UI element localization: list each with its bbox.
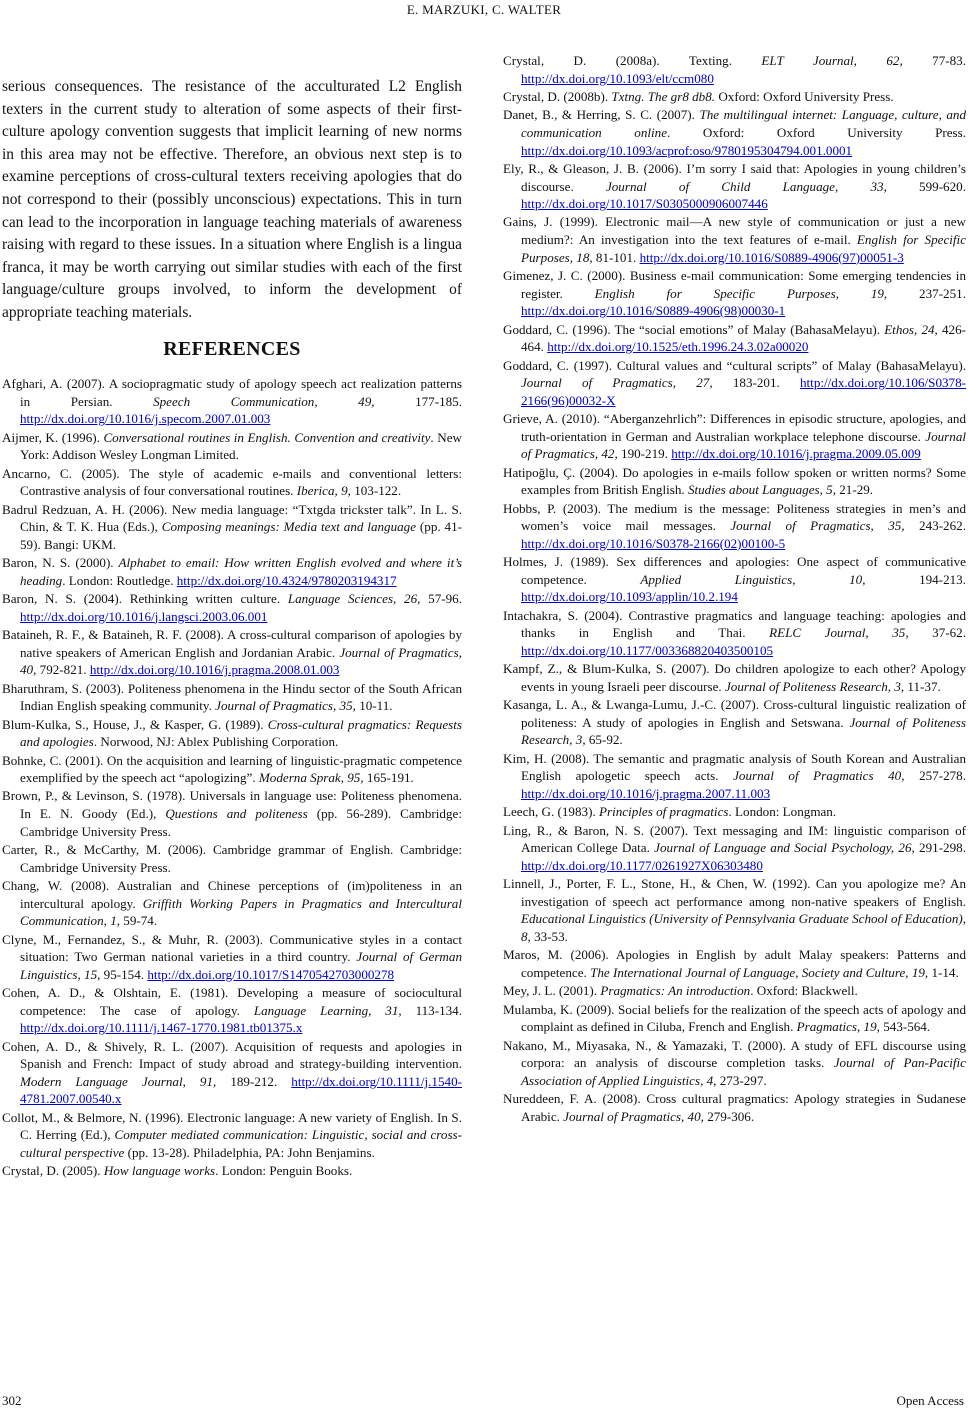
reference-text: Crystal, D. (2005).	[2, 1163, 104, 1179]
reference-entry	[2, 752, 462, 787]
reference-text: 165-191.	[363, 770, 414, 786]
reference-text: (pp. 13-28). Philadelphia, PA: John Benjamins.	[124, 1144, 375, 1160]
reference-text: Maros, M. (2006). Apologies in English by adult Malay speakers: Patterns and competence.	[503, 947, 966, 980]
reference-text: 190-219.	[617, 446, 672, 462]
doi-link[interactable]: http://dx.doi.org/10.1111/j.1467-1770.1981.tb01375.x	[20, 1020, 303, 1036]
reference-source-title: Moderna Sprak, 95,	[258, 770, 364, 786]
reference-entry	[503, 875, 966, 945]
reference-source-title: How language works	[103, 1163, 216, 1179]
doi-link[interactable]: http://dx.doi.org/10.1016/S0889-4906(98)00030-1	[521, 303, 786, 319]
doi-link[interactable]: http://dx.doi.org/10.1093/elt/ccm080	[521, 70, 714, 86]
reference-entry	[2, 1162, 462, 1180]
reference-text: Ancarno, C. (2005). The style of academic e-mails and conventional letters: Contrastive analysis of four conversational routines.	[2, 465, 462, 499]
doi-link[interactable]: http://dx.doi.org/10.1177/003368820403500105	[521, 642, 774, 658]
reference-text: Hatipoğlu, Ç. (2004). Do apologies in e-mails follow spoken or written norms? Some examples from British English.	[503, 464, 966, 498]
doi-link[interactable]: http://dx.doi.org/10.1111/j.1540-4781.2007.00540.x	[20, 1073, 462, 1107]
reference-text: Brown, P., & Levinson, S. (1978). Universals in language use: Politeness phenomena. In E. N. Goody (Ed.),	[2, 788, 462, 822]
reference-text: . Norwood, NJ: Ablex Publishing Corporation.	[93, 734, 339, 750]
reference-text: Collot, M., & Belmore, N. (1996). Electronic language: A new variety of English. In S. C. Herring (Ed.),	[2, 1109, 462, 1143]
reference-text: Carter, R., & McCarthy, M. (2006). Cambridge grammar of English. Cambridge: Cambridge University Press.	[2, 842, 462, 875]
reference-text: Kim, H. (2008). The semantic and pragmatic analysis of South Korean and Australian English apologetic speech acts.	[503, 750, 966, 784]
reference-text: . Oxford: Blackwell.	[750, 983, 858, 999]
reference-source-title: Alphabet to email: How written English evolved and where it’s heading	[20, 555, 462, 588]
reference-text: Kasanga, L. A., & Lwanga-Lumu, J.-C. (2007). Cross-cultural linguistic realization of politeness: A study of apologies in English and Setswana.	[503, 697, 966, 730]
doi-link[interactable]: http://dx.doi.org/10.1016/j.langsci.2003.06.001	[20, 608, 268, 624]
reference-entry	[2, 1038, 462, 1108]
reference-text: Bohnke, C. (2001). On the acquisition and learning of linguistic-pragmatic competence exemplified by the speech act “apologizing”.	[2, 752, 462, 786]
reference-text: Afghari, A. (2007). A sociopragmatic study of apology speech act realization patterns in Persian.	[2, 376, 462, 409]
reference-text: Baron, N. S. (2004). Rethinking written culture.	[2, 591, 288, 607]
references-heading: REFERENCES	[163, 338, 301, 360]
reference-entry	[503, 500, 966, 553]
reference-text: 33-53.	[530, 928, 568, 944]
reference-text: 59-74.	[120, 913, 158, 929]
reference-entry	[503, 607, 966, 660]
reference-entry	[503, 1037, 966, 1090]
reference-text: Cohen, A. D., & Olshtain, E. (1981). Developing a measure of sociocultural competence: The case of apology.	[2, 985, 462, 1018]
reference-text: 599-620.	[886, 178, 966, 194]
doi-link[interactable]: http://dx.doi.org/10.1525/eth.1996.24.3.02a00020	[547, 339, 809, 355]
reference-source-title: Conversational routines in English. Convention and creativity	[103, 429, 431, 445]
reference-entry	[2, 680, 462, 715]
reference-text: Leech, G. (1983).	[503, 804, 599, 820]
page-number: 302	[2, 1393, 22, 1408]
reference-source-title: The multilingual internet: Language, culture, and communication online	[521, 107, 967, 140]
reference-text: 279-306.	[703, 1108, 755, 1124]
reference-source-title: Computer mediated communication: Linguistic, social and cross-cultural perspective	[20, 1127, 462, 1160]
reference-text: Mey, J. L. (2001).	[503, 983, 601, 999]
reference-text: Nureddeen, F. A. (2008). Cross cultural pragmatics: Apology strategies in Sudanese Arabic.	[503, 1091, 966, 1124]
reference-source-title: Journal of Child Language, 33,	[605, 178, 887, 194]
reference-text: 243-262.	[904, 518, 966, 534]
reference-entry	[503, 803, 966, 821]
reference-source-title: Language Sciences, 26,	[287, 591, 421, 607]
reference-source-title: Journal of Pragmatics, 35,	[730, 518, 905, 534]
reference-source-title: Txtng. The gr8 db8.	[611, 88, 716, 104]
reference-source-title: Journal of Language and Social Psychology, 26,	[654, 840, 915, 856]
reference-text: Kampf, Z., & Blum-Kulka, S. (2007). Do children apologize to each other? Apology events in young Israeli peer discourse.	[503, 661, 966, 694]
reference-source-title: Educational Linguistics (University of Pennsylvania Graduate School of Education), 8,	[521, 911, 966, 944]
reference-entry	[503, 213, 966, 266]
reference-text: . New York: Addison Wesley Longman Limited.	[20, 429, 462, 463]
reference-source-title: Modern Language Journal, 91,	[20, 1073, 217, 1089]
reference-source-title: Journal of Politeness Research, 3,	[724, 678, 905, 694]
reference-source-title: Journal of Pan-Pacific Association of Applied Linguistics, 4,	[521, 1055, 966, 1088]
reference-source-title: ELT Journal, 62,	[761, 53, 903, 68]
reference-text: 95-154.	[100, 966, 148, 982]
reference-text: (pp. 56-289). Cambridge: Cambridge University Press.	[20, 806, 462, 839]
reference-source-title: Ethos, 24,	[884, 321, 938, 337]
reference-text: 183-201.	[712, 375, 800, 391]
reference-entry	[2, 590, 462, 625]
reference-source-title: English for Specific Purposes, 19,	[594, 285, 888, 301]
reference-entry	[503, 660, 966, 695]
reference-source-title: Journal of Pragmatics, 40,	[20, 644, 462, 678]
doi-link[interactable]: http://dx.doi.org/10.1016/S0378-2166(02)00100-5	[521, 535, 786, 551]
reference-entry	[503, 696, 966, 749]
reference-text: Ely, R., & Gleason, J. B. (2006). I’m sorry I said that: Apologies in young children’s discourse.	[503, 160, 966, 194]
open-access-label: Open Access	[896, 1393, 964, 1408]
reference-text: Intachakra, S. (2004). Contrastive pragmatics and language teaching: apologies and thanks in English and Thai.	[503, 607, 966, 641]
reference-source-title: Pragmatics, 19,	[796, 1019, 880, 1035]
references-left-column	[2, 375, 462, 1181]
reference-text: Oxford: Oxford University Press.	[715, 88, 894, 104]
reference-source-title: Principles of pragmatics	[599, 804, 729, 820]
reference-source-title: Journal of Pragmatics, 40,	[563, 1108, 704, 1124]
doi-link[interactable]: http://dx.doi.org/10.1016/j.pragma.2008.01.003	[89, 662, 340, 678]
reference-text: Clyne, M., Fernandez, S., & Muhr, R. (2003). Communicative styles in a contact situation: Two German national varieties in a third country.	[2, 931, 462, 965]
reference-text: Crystal, D. (2008a). Texting.	[503, 53, 762, 68]
reference-text: Grieve, A. (2010). “Aberganzehrlich”: Differences in episodic structure, apologies, and truth-orientation in German and Australian workplace telephone discourse.	[503, 411, 966, 444]
reference-text: 237-251.	[887, 285, 966, 301]
reference-source-title: Journal of Pragmatics, 42,	[521, 428, 966, 462]
reference-entry	[2, 501, 462, 554]
reference-entry	[2, 787, 462, 840]
reference-source-title: Language Learning, 31,	[253, 1002, 402, 1018]
reference-text: 113-134.	[401, 1002, 463, 1018]
reference-entry	[503, 88, 966, 106]
reference-text: . London: Routledge.	[62, 572, 177, 588]
reference-text: Gimenez, J. C. (2000). Business e-mail communication: Some emerging tendencies in register.	[503, 268, 966, 301]
reference-source-title: Iberica, 9,	[296, 483, 351, 499]
reference-entry	[2, 429, 462, 464]
doi-link[interactable]: http://dx.doi.org/10.1017/S1470542703000278	[147, 966, 395, 982]
reference-entry	[503, 946, 966, 981]
reference-entry	[503, 357, 966, 410]
reference-text: Danet, B., & Herring, S. C. (2007).	[503, 107, 700, 123]
references-right-column	[503, 52, 966, 1126]
reference-entry	[503, 1090, 966, 1125]
running-header: E. MARZUKI, C. WALTER	[406, 2, 562, 17]
reference-source-title: Cross-cultural pragmatics: Requests and apologies	[20, 716, 462, 750]
reference-text: 103-122.	[350, 483, 402, 499]
reference-text: Cohen, A. D., & Shively, R. L. (2007). Acquisition of requests and apologies in Spanish and French: Impact of study abroad and strategy-building intervention.	[2, 1038, 462, 1072]
reference-text: 543-564.	[879, 1019, 931, 1035]
reference-source-title: Journal of Politeness Research, 3,	[521, 714, 966, 748]
reference-text: Aijmer, K. (1996).	[2, 429, 104, 445]
reference-text: Mulamba, K. (2009). Social beliefs for the realization of the speech acts of apology and complaint as defined in Ciluba, French and English.	[503, 1001, 966, 1035]
reference-text: 11-37.	[904, 678, 941, 694]
reference-entry	[503, 160, 966, 213]
reference-text: 81-101.	[592, 249, 640, 265]
reference-text: Ling, R., & Baron, N. S. (2007). Text messaging and IM: linguistic comparison of American College Data.	[503, 822, 966, 856]
reference-text: 194-213.	[865, 571, 966, 587]
reference-entry	[503, 750, 966, 803]
reference-text: 21-29.	[835, 482, 874, 498]
reference-entry	[503, 410, 966, 463]
reference-source-title: Pragmatics: An introduction	[600, 983, 751, 999]
reference-source-title: Speech Communication, 49,	[153, 393, 375, 409]
doi-link[interactable]: http://dx.doi.org/10.1177/0261927X06303480	[521, 857, 763, 873]
doi-link[interactable]: http://dx.doi.org/10.1016/S0889-4906(97)00051-3	[639, 249, 904, 265]
reference-text: 291-298.	[914, 840, 966, 856]
doi-link[interactable]: http://dx.doi.org/10.1016/j.pragma.2009.05.009	[671, 446, 921, 462]
reference-source-title: Questions and politeness	[165, 806, 308, 822]
reference-entry	[2, 984, 462, 1037]
reference-text: 77-83.	[902, 53, 966, 68]
reference-entry	[2, 375, 462, 428]
reference-text: Goddard, C. (1997). Cultural values and “cultural scripts” of Malay (BahasaMelayu).	[503, 357, 966, 373]
doi-link[interactable]: http://dx.doi.org/10.1016/j.pragma.2007.11.003	[521, 785, 771, 801]
reference-text: 257-278.	[904, 768, 966, 784]
reference-text: . Oxford: Oxford University Press.	[667, 124, 967, 140]
reference-text: 57-96.	[420, 591, 462, 607]
reference-text: Crystal, D. (2008b).	[503, 88, 612, 104]
reference-source-title: RELC Journal, 35,	[769, 625, 909, 641]
reference-text: Badrul Redzuan, A. H. (2006). New media language: “Txtgda trickster talk”. In L. S. Chin, & T. K. Hua (Eds.),	[2, 501, 462, 535]
reference-text: Chang, W. (2008). Australian and Chinese perceptions of (im)politeness in an intercultural apology.	[2, 878, 462, 911]
reference-text: Gains, J. (1999). Electronic mail—A new style of communication or just a new medium?: An investigation into the text features of e-mail.	[503, 214, 966, 248]
reference-text: Nakano, M., Miyasaka, N., & Yamazaki, T. (2000). A study of EFL discourse using corpora: an analysis of discourse completion tasks.	[503, 1037, 966, 1071]
reference-entry	[2, 716, 462, 751]
reference-entry	[2, 877, 462, 930]
reference-entry	[503, 822, 966, 875]
reference-entry	[2, 1109, 462, 1162]
reference-entry	[503, 52, 966, 87]
reference-entry	[2, 841, 462, 876]
reference-text: 189-212.	[216, 1073, 292, 1089]
reference-entry	[2, 554, 462, 589]
reference-text: Bharuthram, S. (2003). Politeness phenomena in the Hindu sector of the South African Indian English speaking community.	[2, 680, 462, 714]
reference-entry	[503, 982, 966, 1000]
doi-link[interactable]: http://dx.doi.org/10.1017/S0305000906007446	[521, 196, 768, 212]
doi-link[interactable]: http://dx.doi.org/10.1016/j.specom.2007.01.003	[20, 411, 271, 427]
reference-source-title: Studies about Languages, 5,	[687, 482, 836, 498]
reference-source-title: Journal of Pragmatics, 27,	[521, 375, 713, 391]
reference-text: (pp. 41-59). Bangi: UKM.	[20, 519, 462, 552]
reference-entry	[2, 931, 462, 984]
reference-text: Goddard, C. (1996). The “social emotions” of Malay (BahasaMelayu).	[503, 321, 885, 337]
reference-source-title: Composing meanings: Media text and language	[161, 519, 417, 535]
reference-entry	[503, 267, 966, 320]
reference-source-title: Griffith Working Papers in Pragmatics and Intercultural Communication, 1,	[20, 895, 462, 929]
reference-text: 273-297.	[716, 1072, 767, 1088]
doi-link[interactable]: http://dx.doi.org/10.106/S0378-2166(96)00032-X	[521, 375, 966, 408]
doi-link[interactable]: http://dx.doi.org/10.1093/acprof:oso/9780195304794.001.0001	[521, 142, 853, 158]
reference-source-title: The International Journal of Language, Society and Culture, 19,	[590, 964, 929, 980]
reference-entry	[503, 321, 966, 356]
reference-text: Bataineh, R. F., & Bataineh, R. F. (2008). A cross-cultural comparison of apologies by native speakers of American English and Jordanian Arabic.	[2, 627, 462, 660]
reference-text: 10-11.	[355, 698, 393, 714]
reference-entry	[503, 1001, 966, 1036]
reference-entry	[2, 626, 462, 679]
reference-source-title: Journal of Pragmatics, 35,	[215, 698, 356, 714]
body-paragraph: serious consequences. The resistance of the acculturated L2 English texters in the current study to alteration of some aspects of their first-culture apology convention suggests that implicit learning of new norms in this area may not be effective. Therefore, an obvious next step is to examine perceptions of cross-cultural texters receiving apologies that do not correspond to their (possibly unconscious) expectations. This in turn can lead to the incorporation in language teaching materials of awareness raising with regard to these issues. In a situation where English is a lingua franca, it may be worth carrying out similar studies with each of the first language/culture groups involved, to inform the development of appropriate teaching materials.	[2, 78, 462, 321]
reference-text: Blum-Kulka, S., House, J., & Kasper, G. (1989).	[2, 716, 268, 732]
doi-link[interactable]: http://dx.doi.org/10.4324/9780203194317	[176, 572, 397, 588]
reference-entry	[503, 106, 966, 159]
reference-entry	[2, 465, 462, 500]
reference-text: 792-821.	[36, 662, 90, 678]
reference-text: Baron, N. S. (2000).	[2, 555, 119, 571]
reference-text: . London: Longman.	[728, 804, 837, 820]
reference-entry	[503, 464, 966, 499]
reference-text: Linnell, J., Porter, F. L., Stone, H., & Chen, W. (1992). Can you apologize me? An investigation of speech act performance among non-native speakers of English.	[503, 876, 966, 909]
doi-link[interactable]: http://dx.doi.org/10.1093/applin/10.2.194	[521, 589, 738, 605]
reference-text: 65-92.	[585, 732, 623, 748]
reference-entry	[503, 553, 966, 606]
reference-text: Hobbs, P. (2003). The medium is the message: Politeness strategies in men’s and women’s voice mail messages.	[503, 500, 966, 534]
reference-text: . London: Penguin Books.	[215, 1163, 353, 1179]
reference-text: 1-14.	[928, 964, 959, 980]
reference-source-title: English for Specific Purposes, 18,	[521, 232, 967, 265]
reference-text: Holmes, J. (1989). Sex differences and apologies: One aspect of communicative competence.	[503, 554, 966, 587]
reference-source-title: Journal of Pragmatics 40,	[733, 768, 905, 784]
reference-text: 177-185.	[374, 393, 462, 409]
reference-text: 426-464.	[521, 321, 966, 355]
reference-source-title: Applied Linguistics, 10,	[640, 571, 866, 587]
reference-text: 37-62.	[908, 625, 966, 641]
reference-source-title: Journal of German Linguistics, 15,	[20, 949, 462, 982]
